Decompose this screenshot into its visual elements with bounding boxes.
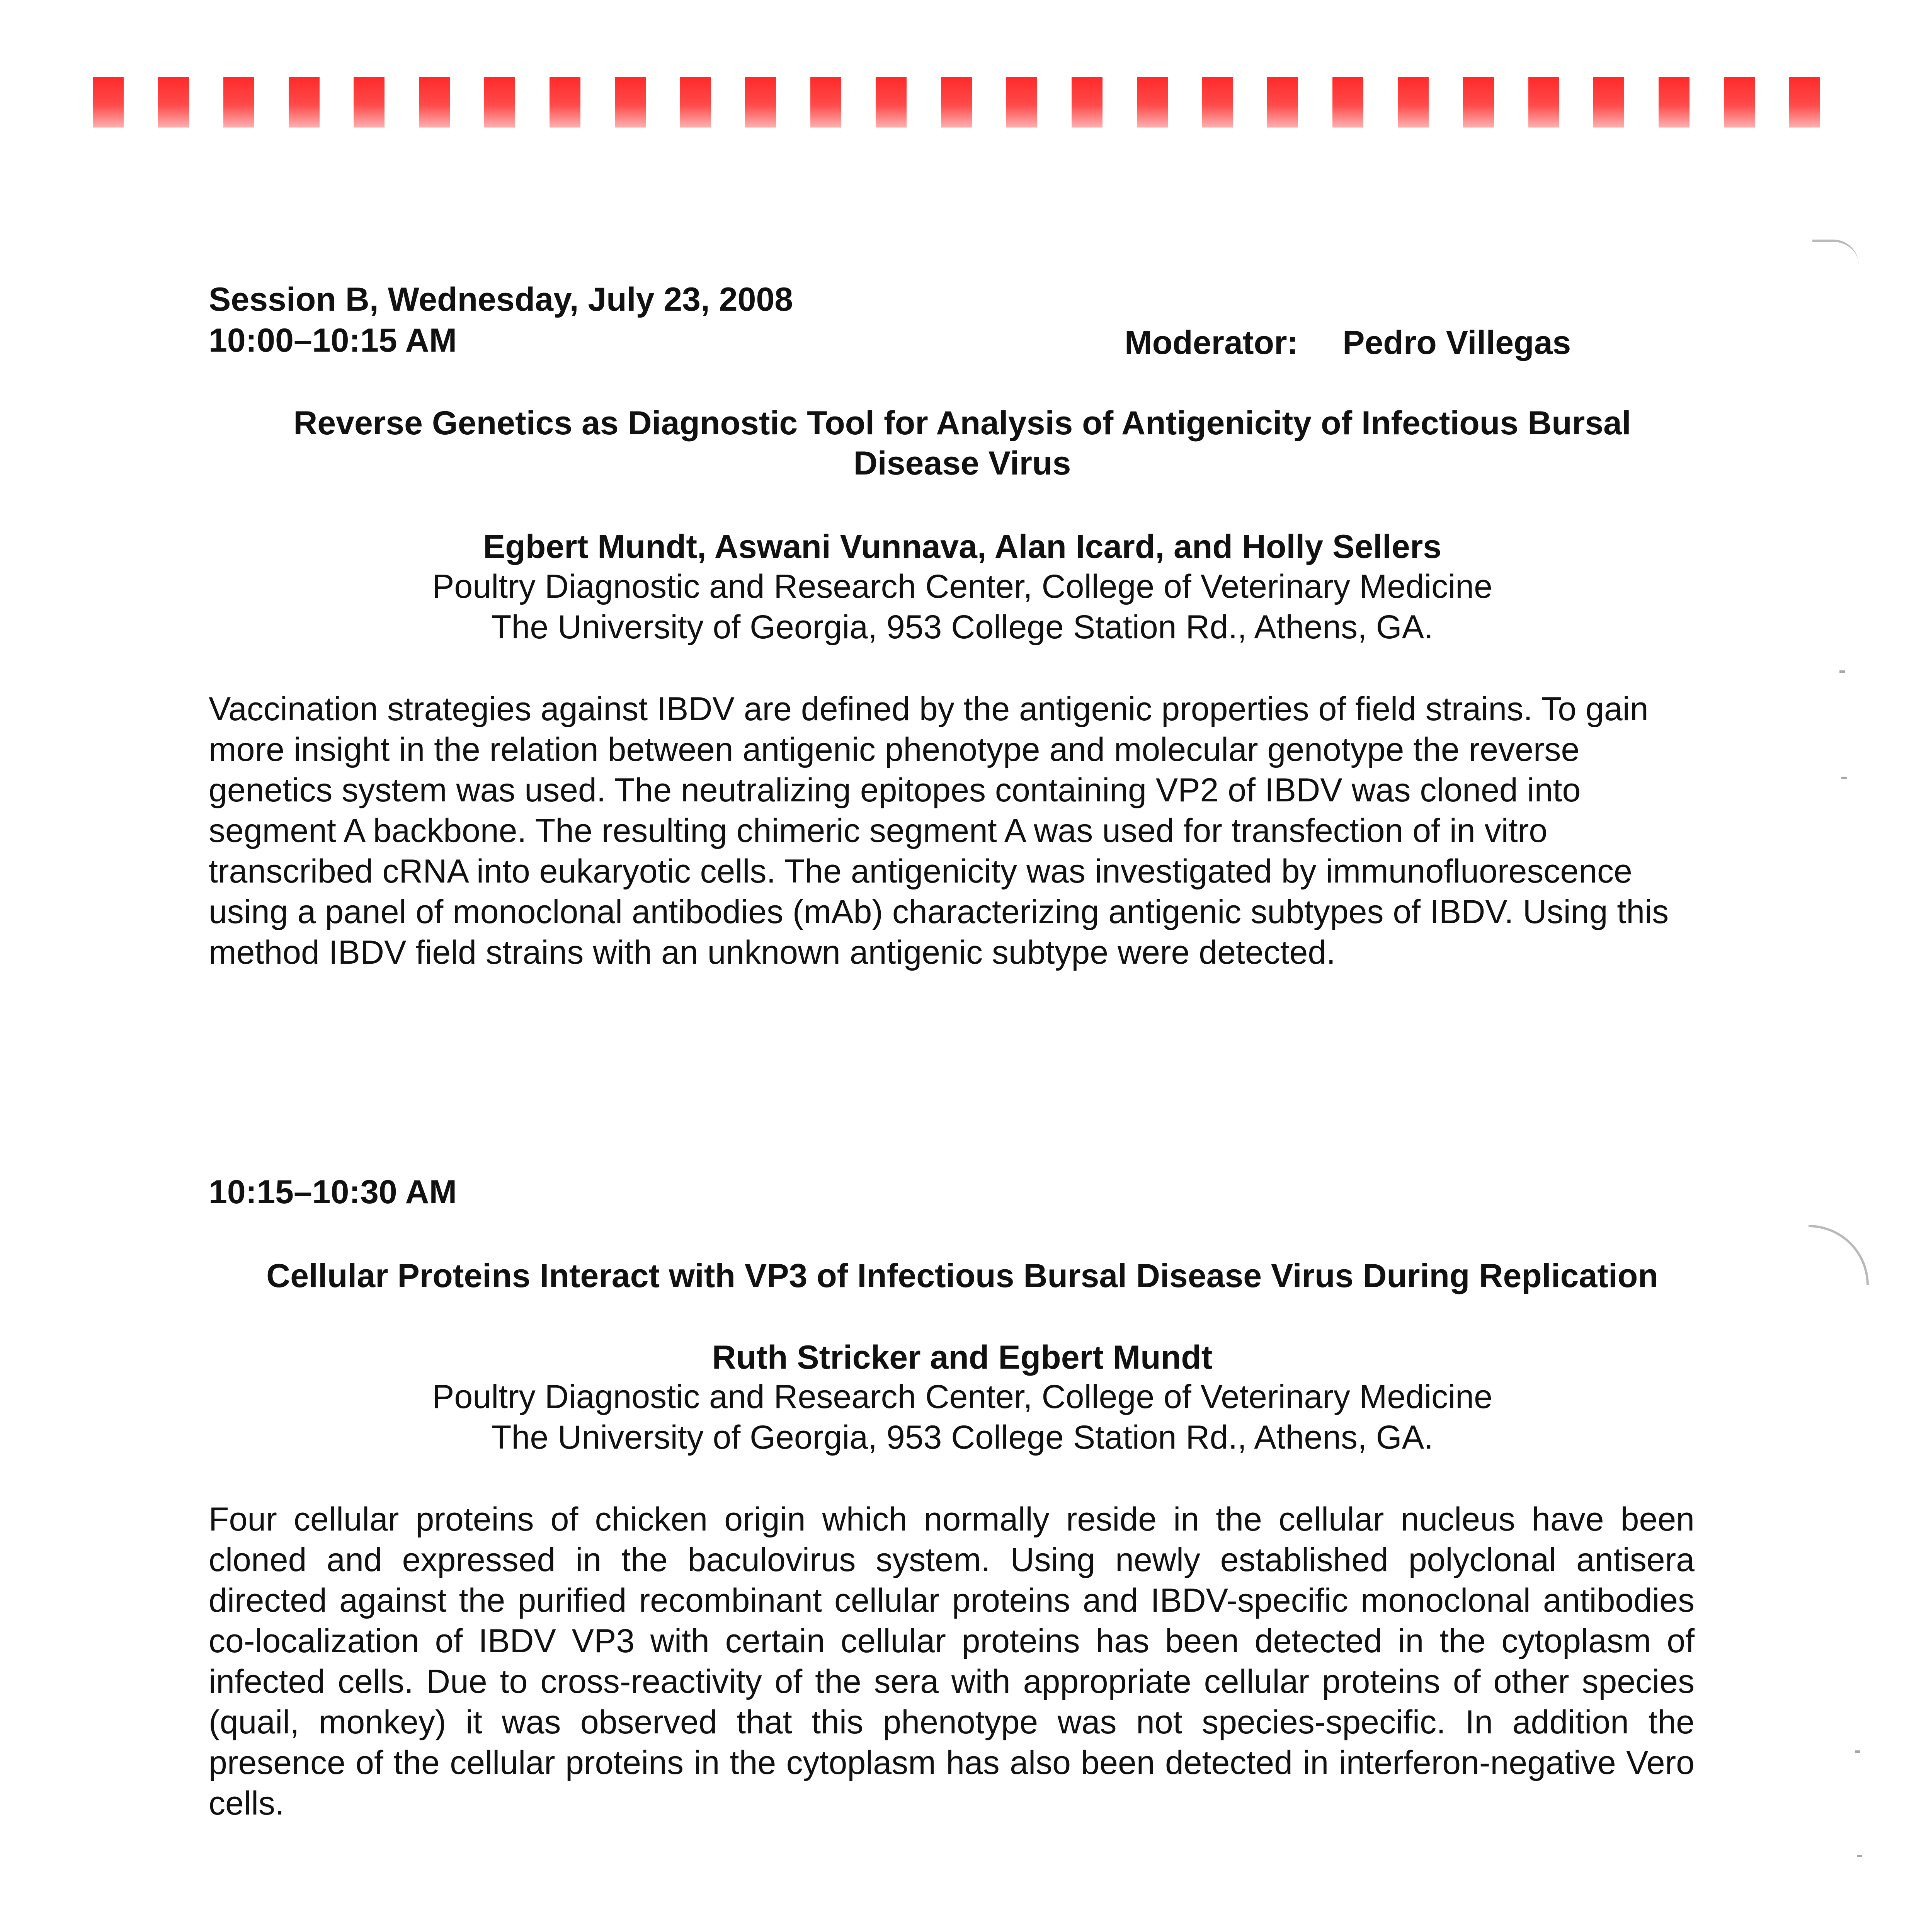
band-dash: [223, 77, 254, 128]
band-dash: [680, 77, 711, 128]
talk-1-title: [209, 403, 1716, 483]
moderator-line: [1125, 321, 1571, 364]
talk-1-time: 10:00–10:15 AM: [209, 322, 457, 359]
talk-2-title: [209, 1256, 1716, 1296]
talk-1-abstract: Vaccination strategies against IBDV are defined by the antigenic properties of field strains. To gain more insight in the relation between antigenic phenotype and molecular genotype the reverse genetics system was used. The neutralizing epitopes containing VP2 of IBDV was cloned into segment A backbone. The resulting chimeric segment A was used for transfection of in vitro transcribed cRNA into eukaryotic cells. The antigenicity was investigated by immunofluorescence using a panel of monoclonal antibodies (mAb) characterizing antigenic subtypes of IBDV. Using this method IBDV field strains with an unknown antigenic subtype were detected.: [209, 690, 1669, 971]
band-dash: [1332, 77, 1363, 128]
band-dash: [550, 77, 580, 128]
talk-2-title-line1: Cellular Proteins Interact with VP3 of Infectious Bursal Disease Virus During Replication: [266, 1257, 1658, 1294]
scan-speck: [1855, 1750, 1860, 1753]
band-dash: [1398, 77, 1429, 128]
band-dash: [615, 77, 646, 128]
band-dash: [1267, 77, 1298, 128]
session-heading: Session B, Wednesday, July 23, 2008: [209, 281, 793, 318]
band-dash: [1202, 77, 1233, 128]
band-dash: [419, 77, 450, 128]
talk-1-title-line1: Reverse Genetics as Diagnostic Tool for Analysis of Antigenicity of Infectious Bursal: [293, 405, 1631, 442]
band-dash: [158, 77, 189, 128]
band-dash: [1724, 77, 1755, 128]
talk-2-authors: Ruth Stricker and Egbert Mundt: [712, 1339, 1213, 1376]
band-dash: [1593, 77, 1624, 128]
band-dash: [1528, 77, 1559, 128]
band-dash: [810, 77, 841, 128]
talk-2-affiliation: [209, 1377, 1716, 1458]
band-dash: [93, 77, 124, 128]
moderator-name: Pedro Villegas: [1342, 324, 1571, 361]
band-dash: [1789, 77, 1820, 128]
band-dash: [876, 77, 907, 128]
band-dash: [1006, 77, 1037, 128]
band-dash: [1463, 77, 1494, 128]
band-dash: [745, 77, 776, 128]
binder-hole-arc: [1812, 240, 1859, 265]
talk-2-affiliation-line1: Poultry Diagnostic and Research Center, College of Veterinary Medicine: [432, 1378, 1492, 1415]
talk-1-title-line2: Disease Virus: [853, 445, 1071, 482]
scan-speck: [1857, 1855, 1862, 1857]
talk-2-affiliation-line2: The University of Georgia, 953 College Station Rd., Athens, GA.: [491, 1419, 1433, 1456]
talk-1-affiliation-line1: Poultry Diagnostic and Research Center, College of Veterinary Medicine: [432, 568, 1492, 605]
talk-1-affiliation-line2: The University of Georgia, 953 College Station Rd., Athens, GA.: [491, 609, 1433, 646]
band-dash: [289, 77, 320, 128]
band-dash: [1072, 77, 1103, 128]
moderator-label: Moderator:: [1125, 324, 1298, 361]
talk-2-abstract: Four cellular proteins of chicken origin which normally reside in the cellular nucleus have been cloned and expressed in the baculovirus system. Using newly established polyclonal antisera directed against the purified recombinant cellular proteins and IBDV-specific monoclonal antibodies co-localization of IBDV VP3 with certain cellular proteins has been detected in the cytoplasm of infected cells. Due to cross-reactivity of the sera with appropriate cellular proteins of other species (quail, monkey) it was observed that this phenotype was not species-specific. In addition the presence of the cellular proteins in the cytoplasm has also been detected in interferon-negative Vero cells.: [209, 1501, 1695, 1822]
band-dash: [1137, 77, 1168, 128]
scan-speck: [1841, 777, 1847, 779]
talk-1-affiliation: [209, 566, 1716, 648]
scan-speck: [1839, 670, 1845, 673]
band-dash: [354, 77, 385, 128]
binder-hole-arc: [1809, 1225, 1869, 1285]
band-dash: [1659, 77, 1690, 128]
band-dash: [941, 77, 972, 128]
talk-1-authors: Egbert Mundt, Aswani Vunnava, Alan Icard, and Holly Sellers: [483, 528, 1442, 565]
band-dash: [484, 77, 515, 128]
talk-2-time: 10:15–10:30 AM: [209, 1173, 457, 1211]
decorative-red-band: [93, 77, 1820, 128]
